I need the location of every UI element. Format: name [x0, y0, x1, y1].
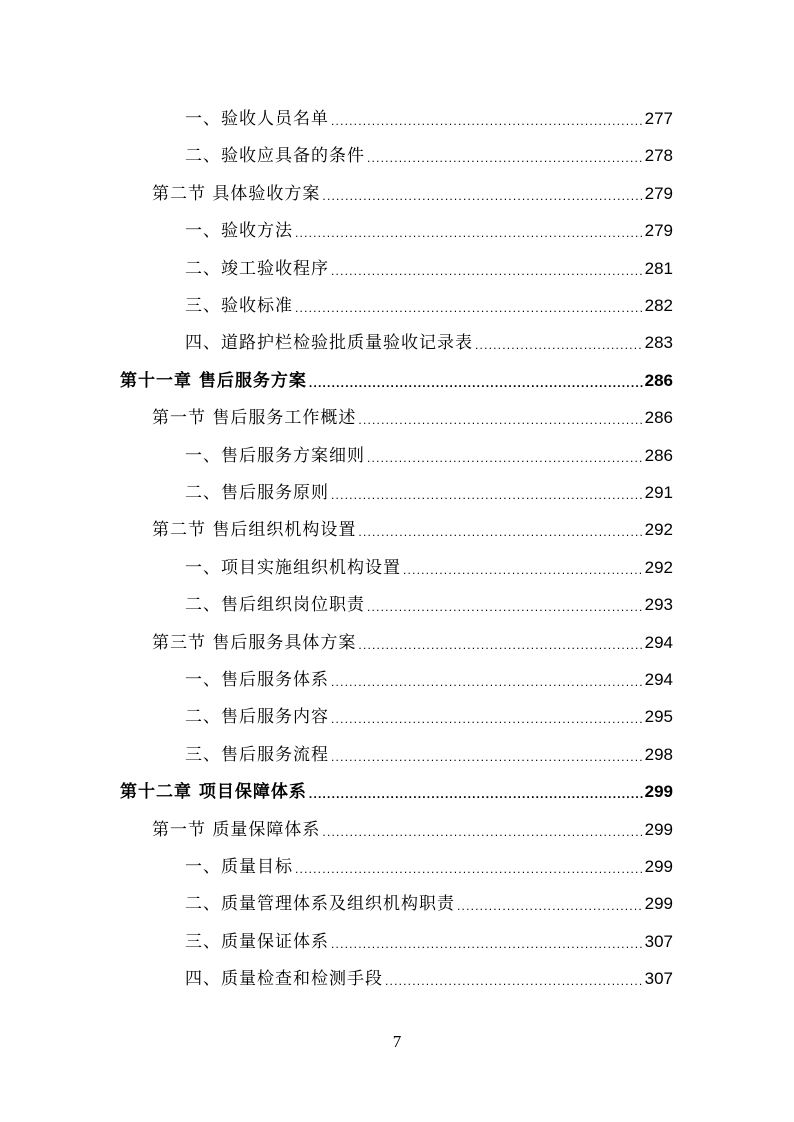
dot-leader — [331, 711, 643, 728]
dot-leader — [475, 337, 643, 354]
toc-entry[interactable] — [185, 287, 673, 317]
toc-entry-title: 第十二章 项目保障体系 — [120, 782, 307, 803]
toc-entry-page: 291 — [644, 483, 673, 502]
toc-entry-title: 二、售后组织岗位职责 — [185, 595, 365, 616]
toc-entry-page: 277 — [644, 109, 673, 128]
toc-entry[interactable] — [152, 175, 673, 205]
toc-entry-page: 283 — [644, 333, 673, 353]
toc-entry-page: 293 — [644, 595, 673, 615]
toc-chapter-entry[interactable] — [120, 773, 673, 803]
toc-entry-title: 第二节 具体验收方案 — [152, 183, 321, 204]
toc-entry-title: 三、售后服务流程 — [185, 744, 329, 765]
dot-leader — [295, 861, 643, 878]
toc-entry[interactable] — [185, 848, 673, 878]
dot-leader — [385, 973, 643, 990]
toc-entry-page: 299 — [644, 782, 673, 802]
toc-entry[interactable] — [185, 100, 673, 130]
dot-leader — [403, 562, 643, 579]
toc-entry-page: 299 — [644, 819, 673, 839]
toc-entry[interactable] — [185, 437, 673, 467]
toc-entry-title: 二、验收应具备的条件 — [185, 146, 365, 167]
dot-leader — [358, 524, 642, 541]
toc-entry[interactable] — [185, 698, 673, 728]
page-number: 7 — [392, 1032, 402, 1051]
dot-leader — [322, 824, 642, 841]
toc-entry-title: 一、质量目标 — [185, 857, 293, 877]
dot-leader — [367, 150, 643, 167]
toc-entry-page: 286 — [644, 370, 673, 390]
toc-entry[interactable] — [152, 511, 673, 541]
dot-leader — [358, 637, 642, 654]
toc-entry-title: 第三节 售后服务具体方案 — [152, 632, 357, 653]
toc-entry-title: 第二节 售后组织机构设置 — [152, 520, 357, 541]
toc-entry-title: 二、售后服务原则 — [185, 483, 329, 503]
dot-leader — [358, 412, 642, 429]
toc-entry-page: 292 — [644, 520, 673, 540]
toc-entry-title: 三、质量保证体系 — [185, 931, 329, 952]
dot-leader — [309, 375, 643, 392]
toc-entry[interactable] — [185, 586, 673, 616]
toc-entry-title: 二、质量管理体系及组织机构职责 — [185, 894, 455, 915]
toc-chapter-entry[interactable] — [120, 362, 673, 392]
dot-leader — [457, 898, 643, 915]
dot-leader — [295, 300, 643, 317]
dot-leader — [295, 225, 643, 242]
toc-entry-page: 279 — [644, 221, 673, 241]
toc-entry[interactable] — [185, 549, 673, 579]
toc-entry-page: 278 — [644, 146, 673, 166]
toc-entry[interactable] — [185, 137, 673, 167]
toc-entry-page: 294 — [644, 670, 673, 689]
toc-entry-page: 295 — [644, 707, 673, 727]
toc-entry-title: 一、项目实施组织机构设置 — [185, 557, 401, 578]
toc-entry[interactable] — [185, 324, 673, 354]
toc-entry-page: 299 — [644, 894, 673, 914]
toc-entry-title: 第一节 质量保障体系 — [152, 819, 321, 840]
toc-entry-page: 279 — [644, 183, 673, 203]
toc-entry-page: 286 — [644, 408, 673, 428]
toc-entry-page: 292 — [644, 557, 673, 577]
dot-leader — [331, 113, 643, 130]
dot-leader — [331, 936, 643, 953]
toc-entry[interactable] — [185, 960, 673, 990]
toc-entry[interactable] — [152, 399, 673, 429]
toc-entry-title: 一、售后服务方案细则 — [185, 445, 365, 466]
toc-entry-title: 一、售后服务体系 — [185, 670, 329, 690]
toc-entry-title: 四、质量检查和检测手段 — [185, 969, 383, 990]
toc-entry[interactable] — [185, 885, 673, 915]
toc-entry[interactable] — [185, 212, 673, 242]
toc-entry-title: 二、售后服务内容 — [185, 707, 329, 728]
toc-entry[interactable] — [185, 250, 673, 280]
toc-entry-title: 第十一章 售后服务方案 — [120, 370, 307, 391]
toc-entry-title: 四、道路护栏检验批质量验收记录表 — [185, 333, 473, 354]
dot-leader — [309, 786, 643, 803]
toc-entry[interactable] — [185, 661, 673, 691]
toc-entry-page: 307 — [644, 969, 673, 989]
toc-entry[interactable] — [185, 923, 673, 953]
dot-leader — [331, 749, 643, 766]
toc-entry-page: 298 — [644, 744, 673, 764]
toc-entry[interactable] — [152, 811, 673, 841]
toc-entry[interactable] — [185, 474, 673, 504]
toc-entry-title: 三、验收标准 — [185, 296, 293, 316]
dot-leader — [331, 263, 643, 280]
dot-leader — [331, 674, 643, 691]
toc-entry[interactable] — [185, 736, 673, 766]
dot-leader — [367, 450, 643, 467]
toc-entry-page: 307 — [644, 931, 673, 951]
toc-entry-title: 一、验收人员名单 — [185, 109, 329, 129]
dot-leader — [367, 599, 643, 616]
toc-entry-page: 294 — [644, 632, 673, 652]
toc-entry-page: 299 — [644, 857, 673, 876]
dot-leader — [322, 188, 642, 205]
toc-entry-title: 二、竣工验收程序 — [185, 258, 329, 279]
toc-entry-page: 286 — [644, 445, 673, 465]
toc-entry-title: 第一节 售后服务工作概述 — [152, 408, 357, 429]
dot-leader — [331, 487, 643, 504]
toc-entry-page: 281 — [644, 258, 673, 278]
toc-entry-page: 282 — [644, 296, 673, 315]
toc-entry[interactable] — [152, 624, 673, 654]
toc-entry-title: 一、验收方法 — [185, 221, 293, 242]
